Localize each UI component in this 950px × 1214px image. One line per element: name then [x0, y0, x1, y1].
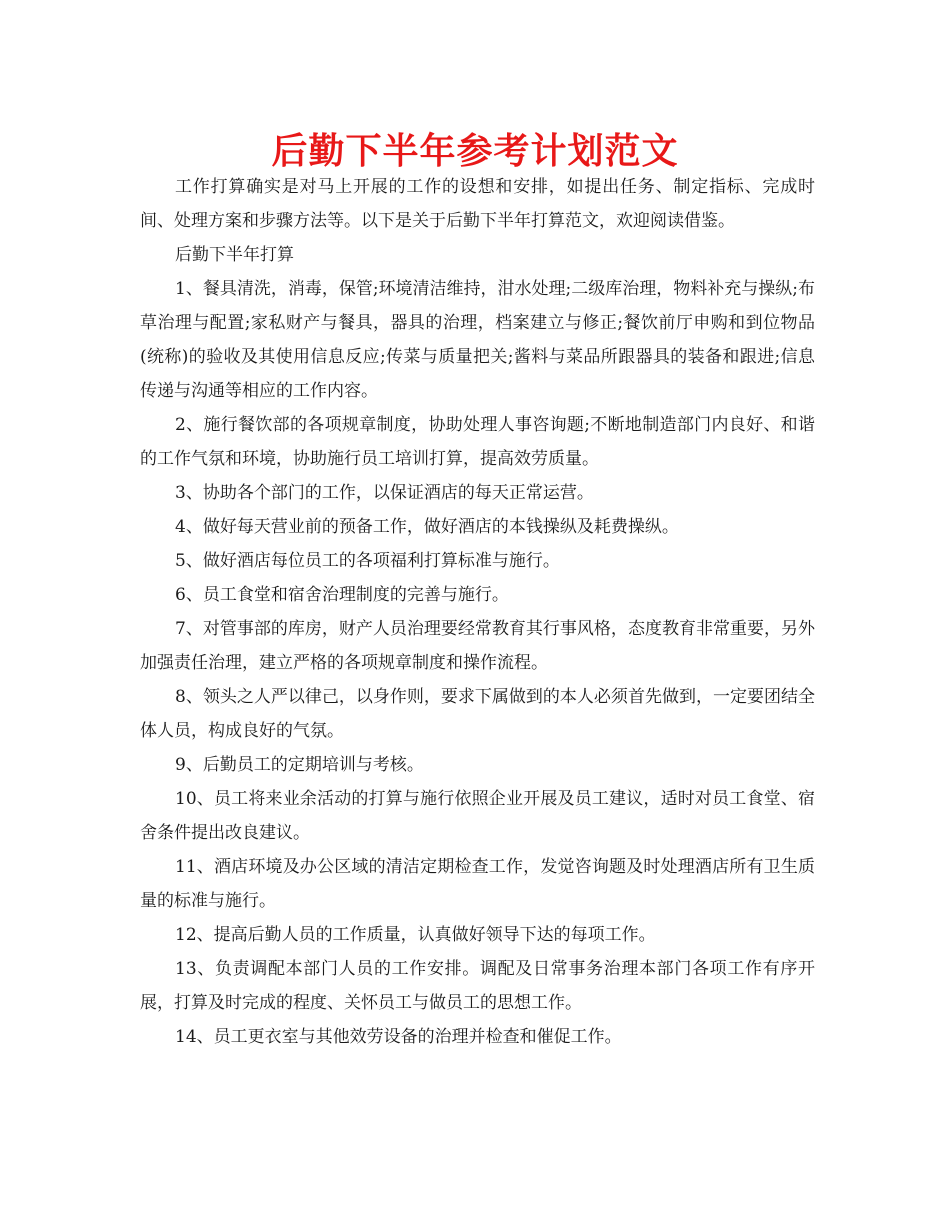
paragraph-item-8: 8、领头之人严以律己，以身作则，要求下属做到的本人必须首先做到，一定要团结全体人员，构成良好的气氛。 — [140, 687, 815, 741]
paragraph-item-4: 4、做好每天营业前的预备工作，做好酒店的本钱操纵及耗费操纵。 — [175, 517, 679, 537]
paragraph-item-2: 2、施行餐饮部的各项规章制度，协助处理人事咨询题;不断地制造部门内良好、和谐的工作气氛和环境，协助施行员工培训打算，提高效劳质量。 — [140, 415, 815, 469]
paragraph-item-7: 7、对管事部的库房，财产人员治理要经常教育其行事风格，态度教育非常重要，另外加强责任治理，建立严格的各项规章制度和操作流程。 — [140, 619, 815, 673]
document-title: 后勤下半年参考计划范文 — [271, 130, 679, 172]
paragraph-item-12: 12、提高后勤人员的工作质量，认真做好领导下达的每项工作。 — [175, 925, 656, 945]
paragraph-item-14: 14、员工更衣室与其他效劳设备的治理并检查和催促工作。 — [175, 1027, 622, 1047]
paragraph-item-3: 3、协助各个部门的工作，以保证酒店的每天正常运营。 — [175, 483, 594, 503]
paragraph-item-9: 9、后勤员工的定期培训与考核。 — [175, 755, 424, 775]
paragraph-item-10: 10、员工将来业余活动的打算与施行依照企业开展及员工建议，适时对员工食堂、宿舍条件提出改良建议。 — [140, 789, 815, 843]
paragraph-intro: 工作打算确实是对马上开展的工作的设想和安排，如提出任务、制定指标、完成时间、处理方案和步骤方法等。以下是关于后勤下半年打算范文，欢迎阅读借鉴。 — [140, 177, 815, 231]
paragraph-subheading: 后勤下半年打算 — [175, 245, 294, 265]
paragraph-item-13: 13、负责调配本部门人员的工作安排。调配及日常事务治理本部门各项工作有序开展，打算及时完成的程度、关怀员工与做员工的思想工作。 — [140, 959, 815, 1013]
paragraph-item-5: 5、做好酒店每位员工的各项福利打算标准与施行。 — [175, 551, 560, 571]
document-body — [140, 170, 815, 1054]
paragraph-item-1: 1、餐具清洗，消毒，保管;环境清洁维持，泔水处理;二级库治理，物料补充与操纵;布草治理与配置;家私财产与餐具，器具的治理，档案建立与修正;餐饮前厅申购和到位物品(统称)的验收及其使用信息反应;传菜与质量把关;酱料与菜品所跟器具的装备和跟进;信息传递与沟通等相应的工作内容。 — [140, 279, 815, 401]
paragraph-item-6: 6、员工食堂和宿舍治理制度的完善与施行。 — [175, 585, 509, 605]
paragraph-item-11: 11、酒店环境及办公区域的清洁定期检查工作，发觉咨询题及时处理酒店所有卫生质量的标准与施行。 — [140, 857, 815, 911]
